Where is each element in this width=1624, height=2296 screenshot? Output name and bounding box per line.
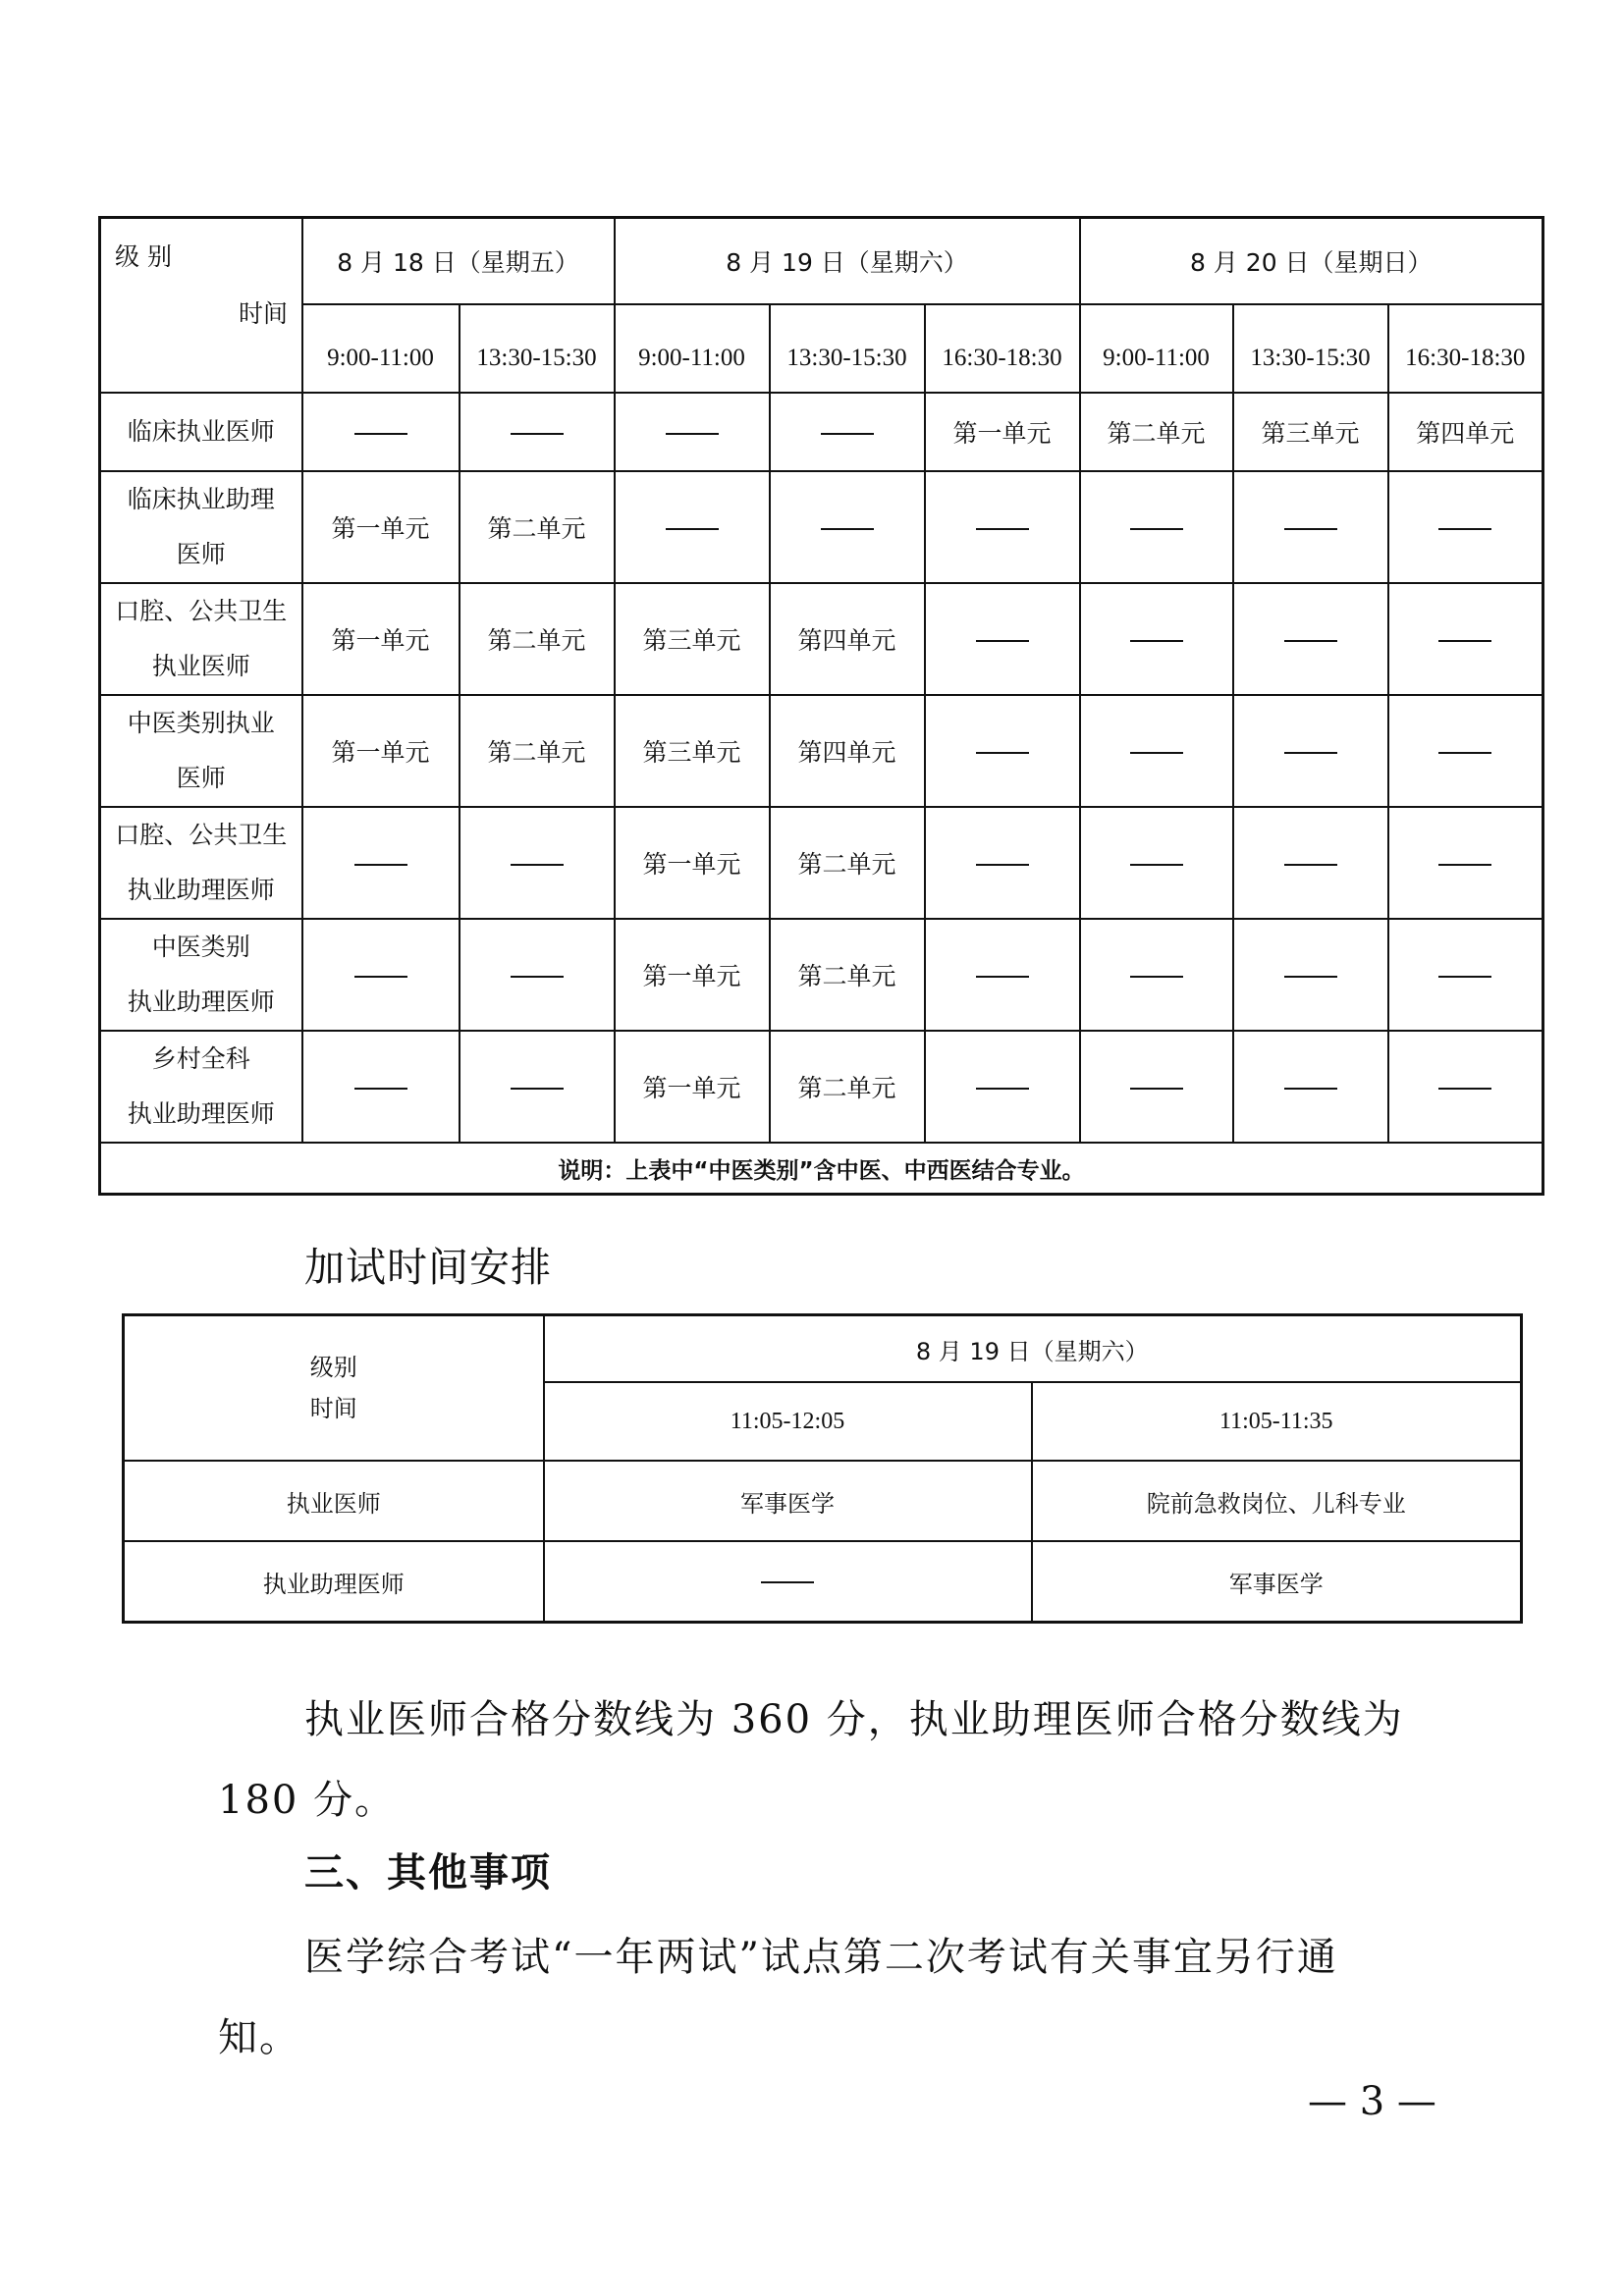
schedule-cell: [1233, 807, 1388, 919]
row-label: [100, 1031, 302, 1143]
row-label-line: 口腔、公共卫生: [115, 821, 288, 849]
schedule-cell: [1233, 583, 1388, 695]
schedule-cell: [1388, 1031, 1543, 1143]
schedule-cell: [770, 471, 925, 583]
unit-label: 第一单元: [331, 514, 430, 543]
schedule-cell: [770, 1031, 925, 1143]
table-row: [100, 695, 1543, 807]
schedule-cell: [925, 919, 1080, 1031]
unit-label: 第一单元: [642, 1074, 741, 1102]
extra-cell: 院前急救岗位、儿科专业: [1032, 1461, 1522, 1541]
row-label: [100, 393, 302, 471]
dash-mark: [511, 433, 564, 435]
schedule-cell: [1080, 695, 1233, 807]
table-row: [100, 1031, 1543, 1143]
corner-top-label: 级 别: [115, 242, 172, 271]
unit-label: 第二单元: [487, 514, 586, 543]
schedule-cell: [925, 583, 1080, 695]
dash-mark: [1284, 1088, 1337, 1090]
unit-label: 第二单元: [487, 738, 586, 767]
dash-mark: [976, 528, 1029, 530]
unit-label: 第二单元: [797, 850, 896, 879]
dash-mark: [1438, 976, 1491, 978]
dash-mark: [976, 752, 1029, 754]
table-row: [100, 807, 1543, 919]
dash-mark: [821, 433, 874, 435]
schedule-cell: [615, 583, 770, 695]
schedule-cell: [925, 1031, 1080, 1143]
dash-mark: [354, 976, 407, 978]
schedule-cell: [302, 807, 460, 919]
extra-row-label: 执业医师: [124, 1461, 544, 1541]
table-row: [100, 919, 1543, 1031]
page-number: — 3 —: [1308, 2079, 1436, 2124]
schedule-cell: [1080, 919, 1233, 1031]
schedule-cell: [1233, 695, 1388, 807]
notice-paragraph-line-2: 知。: [218, 2015, 300, 2060]
time-header: 9:00-11:00: [1080, 304, 1233, 393]
dash-mark: [1284, 752, 1337, 754]
schedule-cell: [460, 695, 615, 807]
row-label-line: 中医类别执业: [127, 709, 275, 737]
table-row: [100, 393, 1543, 471]
schedule-cell: [1388, 807, 1543, 919]
dash-mark: [976, 640, 1029, 642]
unit-label: 第三单元: [642, 738, 741, 767]
table-row: [100, 471, 1543, 583]
row-label-line: 口腔、公共卫生: [115, 597, 288, 625]
schedule-cell: [460, 1031, 615, 1143]
schedule-cell: [1388, 471, 1543, 583]
section-title: 三、其他事项: [304, 1850, 552, 1896]
time-header-row: [100, 304, 1543, 393]
schedule-cell: [925, 393, 1080, 471]
dash-mark: [976, 864, 1029, 866]
schedule-cell: [1233, 919, 1388, 1031]
unit-label: 第四单元: [797, 626, 896, 655]
dash-mark: [1130, 976, 1183, 978]
row-label-line: 中医类别: [151, 933, 250, 961]
dash-mark: [511, 1088, 564, 1090]
row-label: [100, 919, 302, 1031]
row-label-line: 执业助理医师: [127, 988, 275, 1016]
schedule-cell: [1388, 583, 1543, 695]
unit-label: 第一单元: [331, 626, 430, 655]
time-header: 9:00-11:00: [302, 304, 460, 393]
extra-row-label: 执业助理医师: [124, 1541, 544, 1623]
extra-time-header: 11:05-12:05: [544, 1382, 1032, 1461]
score-paragraph-line-1: 执业医师合格分数线为 360 分，执业助理医师合格分数线为: [304, 1697, 1404, 1742]
extra-cell: 军事医学: [544, 1461, 1032, 1541]
row-label-line: 执业助理医师: [127, 1099, 275, 1128]
table-note: 说明：上表中“中医类别”含中医、中西医结合专业。: [100, 1143, 1543, 1195]
unit-label: 第二单元: [1107, 419, 1206, 448]
schedule-cell: [460, 393, 615, 471]
schedule-cell: [460, 583, 615, 695]
schedule-cell: [615, 807, 770, 919]
unit-label: 第四单元: [797, 738, 896, 767]
schedule-cell: [1233, 393, 1388, 471]
unit-label: 第二单元: [797, 1074, 896, 1102]
unit-label: 第三单元: [642, 626, 741, 655]
schedule-cell: [1080, 393, 1233, 471]
schedule-cell: [770, 919, 925, 1031]
dash-mark: [976, 976, 1029, 978]
row-label-line: 执业医师: [151, 652, 250, 680]
schedule-cell: [925, 807, 1080, 919]
unit-label: 第一单元: [952, 419, 1052, 448]
schedule-cell: [460, 919, 615, 1031]
schedule-cell: [615, 919, 770, 1031]
schedule-cell: [925, 695, 1080, 807]
schedule-cell: [770, 807, 925, 919]
schedule-cell: [302, 1031, 460, 1143]
unit-label: 第二单元: [487, 626, 586, 655]
row-label: [100, 695, 302, 807]
schedule-cell: [302, 583, 460, 695]
dash-mark: [1130, 752, 1183, 754]
schedule-cell: [1080, 471, 1233, 583]
schedule-cell: [1080, 583, 1233, 695]
extra-time-header: 11:05-11:35: [1032, 1382, 1522, 1461]
dash-mark: [666, 433, 719, 435]
schedule-cell: [770, 583, 925, 695]
extra-cell: 军事医学: [1032, 1541, 1522, 1623]
corner-labels: [101, 230, 301, 381]
dash-mark: [511, 976, 564, 978]
dash-mark: [976, 1088, 1029, 1090]
row-label-line: 临床执业助理: [127, 485, 275, 513]
extra-exam-heading: 加试时间安排: [304, 1244, 552, 1291]
schedule-cell: [770, 695, 925, 807]
schedule-cell: [615, 1031, 770, 1143]
dash-mark: [1130, 1088, 1183, 1090]
schedule-cell: [1233, 1031, 1388, 1143]
date-header: 8 月 20 日（星期日）: [1080, 218, 1543, 305]
schedule-cell: [1080, 1031, 1233, 1143]
dash-mark: [1284, 528, 1337, 530]
corner-bottom-label: 时间: [239, 299, 289, 328]
note-row: [100, 1143, 1543, 1195]
schedule-cell: [1080, 807, 1233, 919]
row-label-line: 医师: [176, 540, 226, 568]
extra-date-header: 8 月 19 日（星期六）: [544, 1315, 1522, 1383]
dash-mark: [1438, 1088, 1491, 1090]
unit-label: 第一单元: [642, 850, 741, 879]
dash-mark: [1284, 976, 1337, 978]
dash-mark: [354, 1088, 407, 1090]
schedule-cell: [302, 471, 460, 583]
dash-mark: [354, 864, 407, 866]
extra-corner-top: 级别: [309, 1354, 357, 1381]
unit-label: 第一单元: [642, 962, 741, 990]
schedule-cell: [302, 695, 460, 807]
score-paragraph-line-2: 180 分。: [218, 1778, 397, 1823]
schedule-cell: [1388, 393, 1543, 471]
schedule-cell: [770, 393, 925, 471]
dash-mark: [1438, 864, 1491, 866]
dash-mark: [1130, 864, 1183, 866]
unit-label: 第四单元: [1416, 419, 1515, 448]
unit-label: 第二单元: [797, 962, 896, 990]
time-header: 13:30-15:30: [460, 304, 615, 393]
schedule-cell: [615, 471, 770, 583]
date-header: 8 月 19 日（星期六）: [615, 218, 1080, 305]
schedule-cell: [615, 695, 770, 807]
corner-cell: [100, 218, 302, 394]
schedule-cell: [460, 471, 615, 583]
row-label-line: 医师: [176, 764, 226, 792]
extra-cell: [544, 1541, 1032, 1623]
row-label: [100, 583, 302, 695]
unit-label: 第一单元: [331, 738, 430, 767]
dash-mark: [511, 864, 564, 866]
extra-corner-bottom: 时间: [309, 1395, 357, 1422]
dash-mark: [1130, 640, 1183, 642]
dash-mark: [761, 1581, 814, 1583]
row-label: [100, 471, 302, 583]
dash-mark: [1438, 528, 1491, 530]
date-header: 8 月 18 日（星期五）: [302, 218, 615, 305]
time-header: 16:30-18:30: [925, 304, 1080, 393]
time-header: 13:30-15:30: [1233, 304, 1388, 393]
date-header-row: [100, 218, 1543, 305]
schedule-cell: [302, 919, 460, 1031]
row-label-line: 执业助理医师: [127, 876, 275, 904]
dash-mark: [1284, 864, 1337, 866]
dash-mark: [1438, 640, 1491, 642]
schedule-cell: [1233, 471, 1388, 583]
time-header: 9:00-11:00: [615, 304, 770, 393]
exam-schedule-table: [98, 216, 1544, 1196]
schedule-cell: [1388, 695, 1543, 807]
row-label-line: 乡村全科: [151, 1044, 250, 1073]
row-label: [100, 807, 302, 919]
dash-mark: [666, 528, 719, 530]
time-header: 13:30-15:30: [770, 304, 925, 393]
dash-mark: [354, 433, 407, 435]
schedule-cell: [460, 807, 615, 919]
dash-mark: [821, 528, 874, 530]
schedule-cell: [615, 393, 770, 471]
schedule-cell: [925, 471, 1080, 583]
dash-mark: [1284, 640, 1337, 642]
dash-mark: [1438, 752, 1491, 754]
notice-paragraph-line-1: 医学综合考试“一年两试”试点第二次考试有关事宜另行通: [304, 1935, 1338, 1980]
extra-exam-table: [122, 1313, 1523, 1624]
schedule-cell: [302, 393, 460, 471]
unit-label: 第三单元: [1261, 419, 1360, 448]
schedule-cell: [1388, 919, 1543, 1031]
row-label-line: 临床执业医师: [127, 417, 275, 446]
table-row: [100, 583, 1543, 695]
time-header: 16:30-18:30: [1388, 304, 1543, 393]
extra-corner-cell: [124, 1315, 544, 1462]
dash-mark: [1130, 528, 1183, 530]
